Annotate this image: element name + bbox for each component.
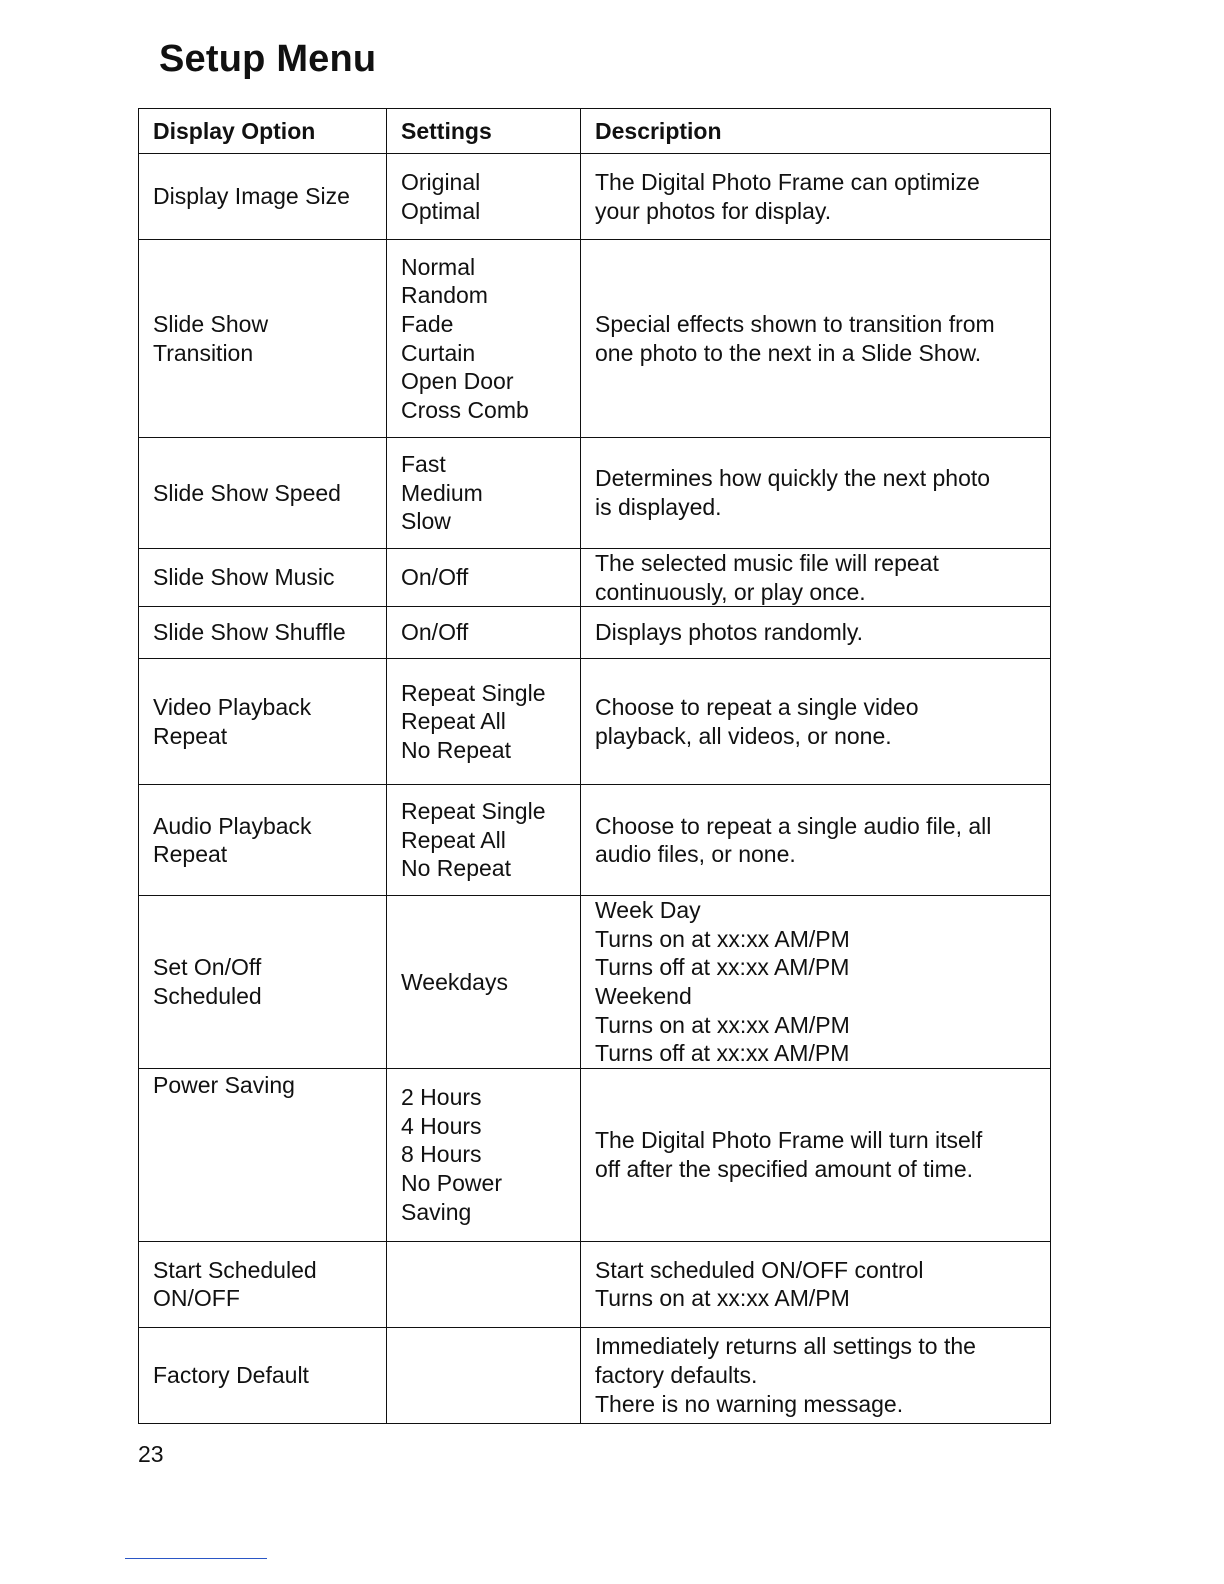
table-row (139, 1241, 1051, 1327)
setting-line: 8 Hours (401, 1141, 482, 1168)
option-line: Power Saving (153, 1071, 295, 1098)
setting-line: 4 Hours (401, 1112, 482, 1139)
description-line: Special effects shown to transition from (595, 310, 995, 337)
settings-cell (387, 549, 581, 607)
description-line: is displayed. (595, 494, 722, 520)
description-line: Weekend (595, 982, 692, 1009)
setting-line: Slow (401, 508, 451, 535)
option-line: Repeat (153, 841, 228, 868)
setting-line: Repeat Single (401, 679, 546, 706)
option-line: Start Scheduled (153, 1256, 317, 1283)
description-line: Choose to repeat a single video (595, 694, 919, 721)
description-line: Turns on at xx:xx AM/PM (595, 1011, 850, 1038)
description-cell (581, 240, 1051, 438)
description-line: Start scheduled ON/OFF control (595, 1256, 924, 1283)
setting-line: Repeat All (401, 708, 506, 735)
option-line: Repeat (153, 722, 228, 749)
setting-line: 2 Hours (401, 1084, 482, 1111)
option-line: Slide Show Music (153, 564, 335, 591)
bottom-divider (125, 1558, 267, 1559)
setting-line: Cross Comb (401, 396, 529, 423)
description-line: Turns off at xx:xx AM/PM (595, 954, 850, 981)
option-line: Slide Show Shuffle (153, 619, 346, 646)
table-row (139, 659, 1051, 785)
option-cell (139, 1068, 387, 1241)
table-row (139, 607, 1051, 659)
header-description: Description (581, 109, 1051, 154)
description-line: one photo to the next in a Slide Show. (595, 339, 982, 366)
description-cell (581, 438, 1051, 549)
description-cell (581, 1241, 1051, 1327)
setting-line: Repeat Single (401, 798, 546, 825)
description-cell (581, 1327, 1051, 1423)
settings-cell (387, 896, 581, 1069)
settings-cell (387, 1241, 581, 1327)
description-cell (581, 896, 1051, 1069)
setting-line: No Repeat (401, 855, 511, 882)
option-line: Display Image Size (153, 183, 350, 210)
option-line: Slide Show (153, 310, 269, 337)
option-cell (139, 240, 387, 438)
option-line: Set On/Off (153, 954, 262, 981)
description-line: off after the specified amount of time. (595, 1155, 974, 1182)
option-line: Slide Show Speed (153, 479, 341, 506)
description-cell (581, 549, 1051, 607)
settings-cell (387, 659, 581, 785)
option-cell (139, 659, 387, 785)
description-line: Turns off at xx:xx AM/PM (595, 1040, 850, 1067)
description-cell (581, 659, 1051, 785)
header-display-option: Display Option (139, 109, 387, 154)
description-cell (581, 154, 1051, 240)
description-line: Turns on at xx:xx AM/PM (595, 1285, 850, 1312)
setting-line: Open Door (401, 368, 514, 395)
setting-line: Original (401, 168, 481, 195)
table-header-row (139, 109, 1051, 154)
setting-line: No Power (401, 1170, 502, 1197)
option-line: Video Playback (153, 694, 312, 721)
option-cell (139, 1327, 387, 1423)
table-row (139, 1327, 1051, 1423)
description-cell (581, 607, 1051, 659)
settings-cell (387, 607, 581, 659)
description-line: Determines how quickly the next photo (595, 465, 991, 492)
setting-line: On/Off (401, 564, 469, 591)
table-row (139, 438, 1051, 549)
setting-line: No Repeat (401, 736, 511, 763)
description-line: The selected music file will repeat (595, 550, 939, 576)
description-line: There is no warning message. (595, 1390, 904, 1417)
description-cell (581, 785, 1051, 896)
setting-line: Repeat All (401, 826, 506, 853)
description-line: Turns on at xx:xx AM/PM (595, 925, 850, 952)
option-cell (139, 607, 387, 659)
setting-line: Optimal (401, 197, 481, 224)
settings-cell (387, 1327, 581, 1423)
option-line: Factory Default (153, 1361, 309, 1388)
table-row (139, 896, 1051, 1069)
option-cell (139, 549, 387, 607)
table-row (139, 1068, 1051, 1241)
setup-menu-table (138, 108, 1051, 1424)
description-line: continuously, or play once. (595, 578, 866, 605)
setting-line: Saving (401, 1198, 472, 1225)
option-line: Scheduled (153, 982, 262, 1009)
page-number: 23 (138, 1441, 164, 1467)
description-line: playback, all videos, or none. (595, 722, 892, 749)
setting-line: Random (401, 282, 488, 309)
header-settings: Settings (387, 109, 581, 154)
option-cell (139, 154, 387, 240)
setting-line: Weekdays (401, 968, 508, 995)
option-cell (139, 1241, 387, 1327)
settings-cell (387, 785, 581, 896)
option-line: Transition (153, 339, 254, 366)
description-line: Week Day (595, 897, 701, 924)
option-line: Audio Playback (153, 812, 312, 839)
option-line: ON/OFF (153, 1285, 240, 1312)
description-line: audio files, or none. (595, 841, 796, 868)
settings-cell (387, 240, 581, 438)
table-row (139, 785, 1051, 896)
page-title: Setup Menu (159, 38, 377, 80)
settings-cell (387, 1068, 581, 1241)
settings-cell (387, 438, 581, 549)
table-row (139, 154, 1051, 240)
table-row (139, 240, 1051, 438)
setting-line: Normal (401, 253, 476, 280)
setting-line: Fade (401, 310, 454, 337)
settings-cell (387, 154, 581, 240)
description-line: Displays photos randomly. (595, 619, 864, 646)
option-cell (139, 438, 387, 549)
description-line: The Digital Photo Frame can optimize (595, 168, 980, 195)
table-row (139, 549, 1051, 607)
option-cell (139, 785, 387, 896)
description-cell (581, 1068, 1051, 1241)
description-line: Choose to repeat a single audio file, all (595, 812, 992, 839)
setting-line: On/Off (401, 619, 469, 646)
description-line: factory defaults. (595, 1361, 758, 1388)
setting-line: Fast (401, 451, 446, 478)
setting-line: Curtain (401, 339, 476, 366)
option-cell (139, 896, 387, 1069)
description-line: The Digital Photo Frame will turn itself (595, 1127, 983, 1154)
setting-line: Medium (401, 479, 483, 506)
description-line: Immediately returns all settings to the (595, 1333, 976, 1360)
description-line: your photos for display. (595, 197, 832, 224)
